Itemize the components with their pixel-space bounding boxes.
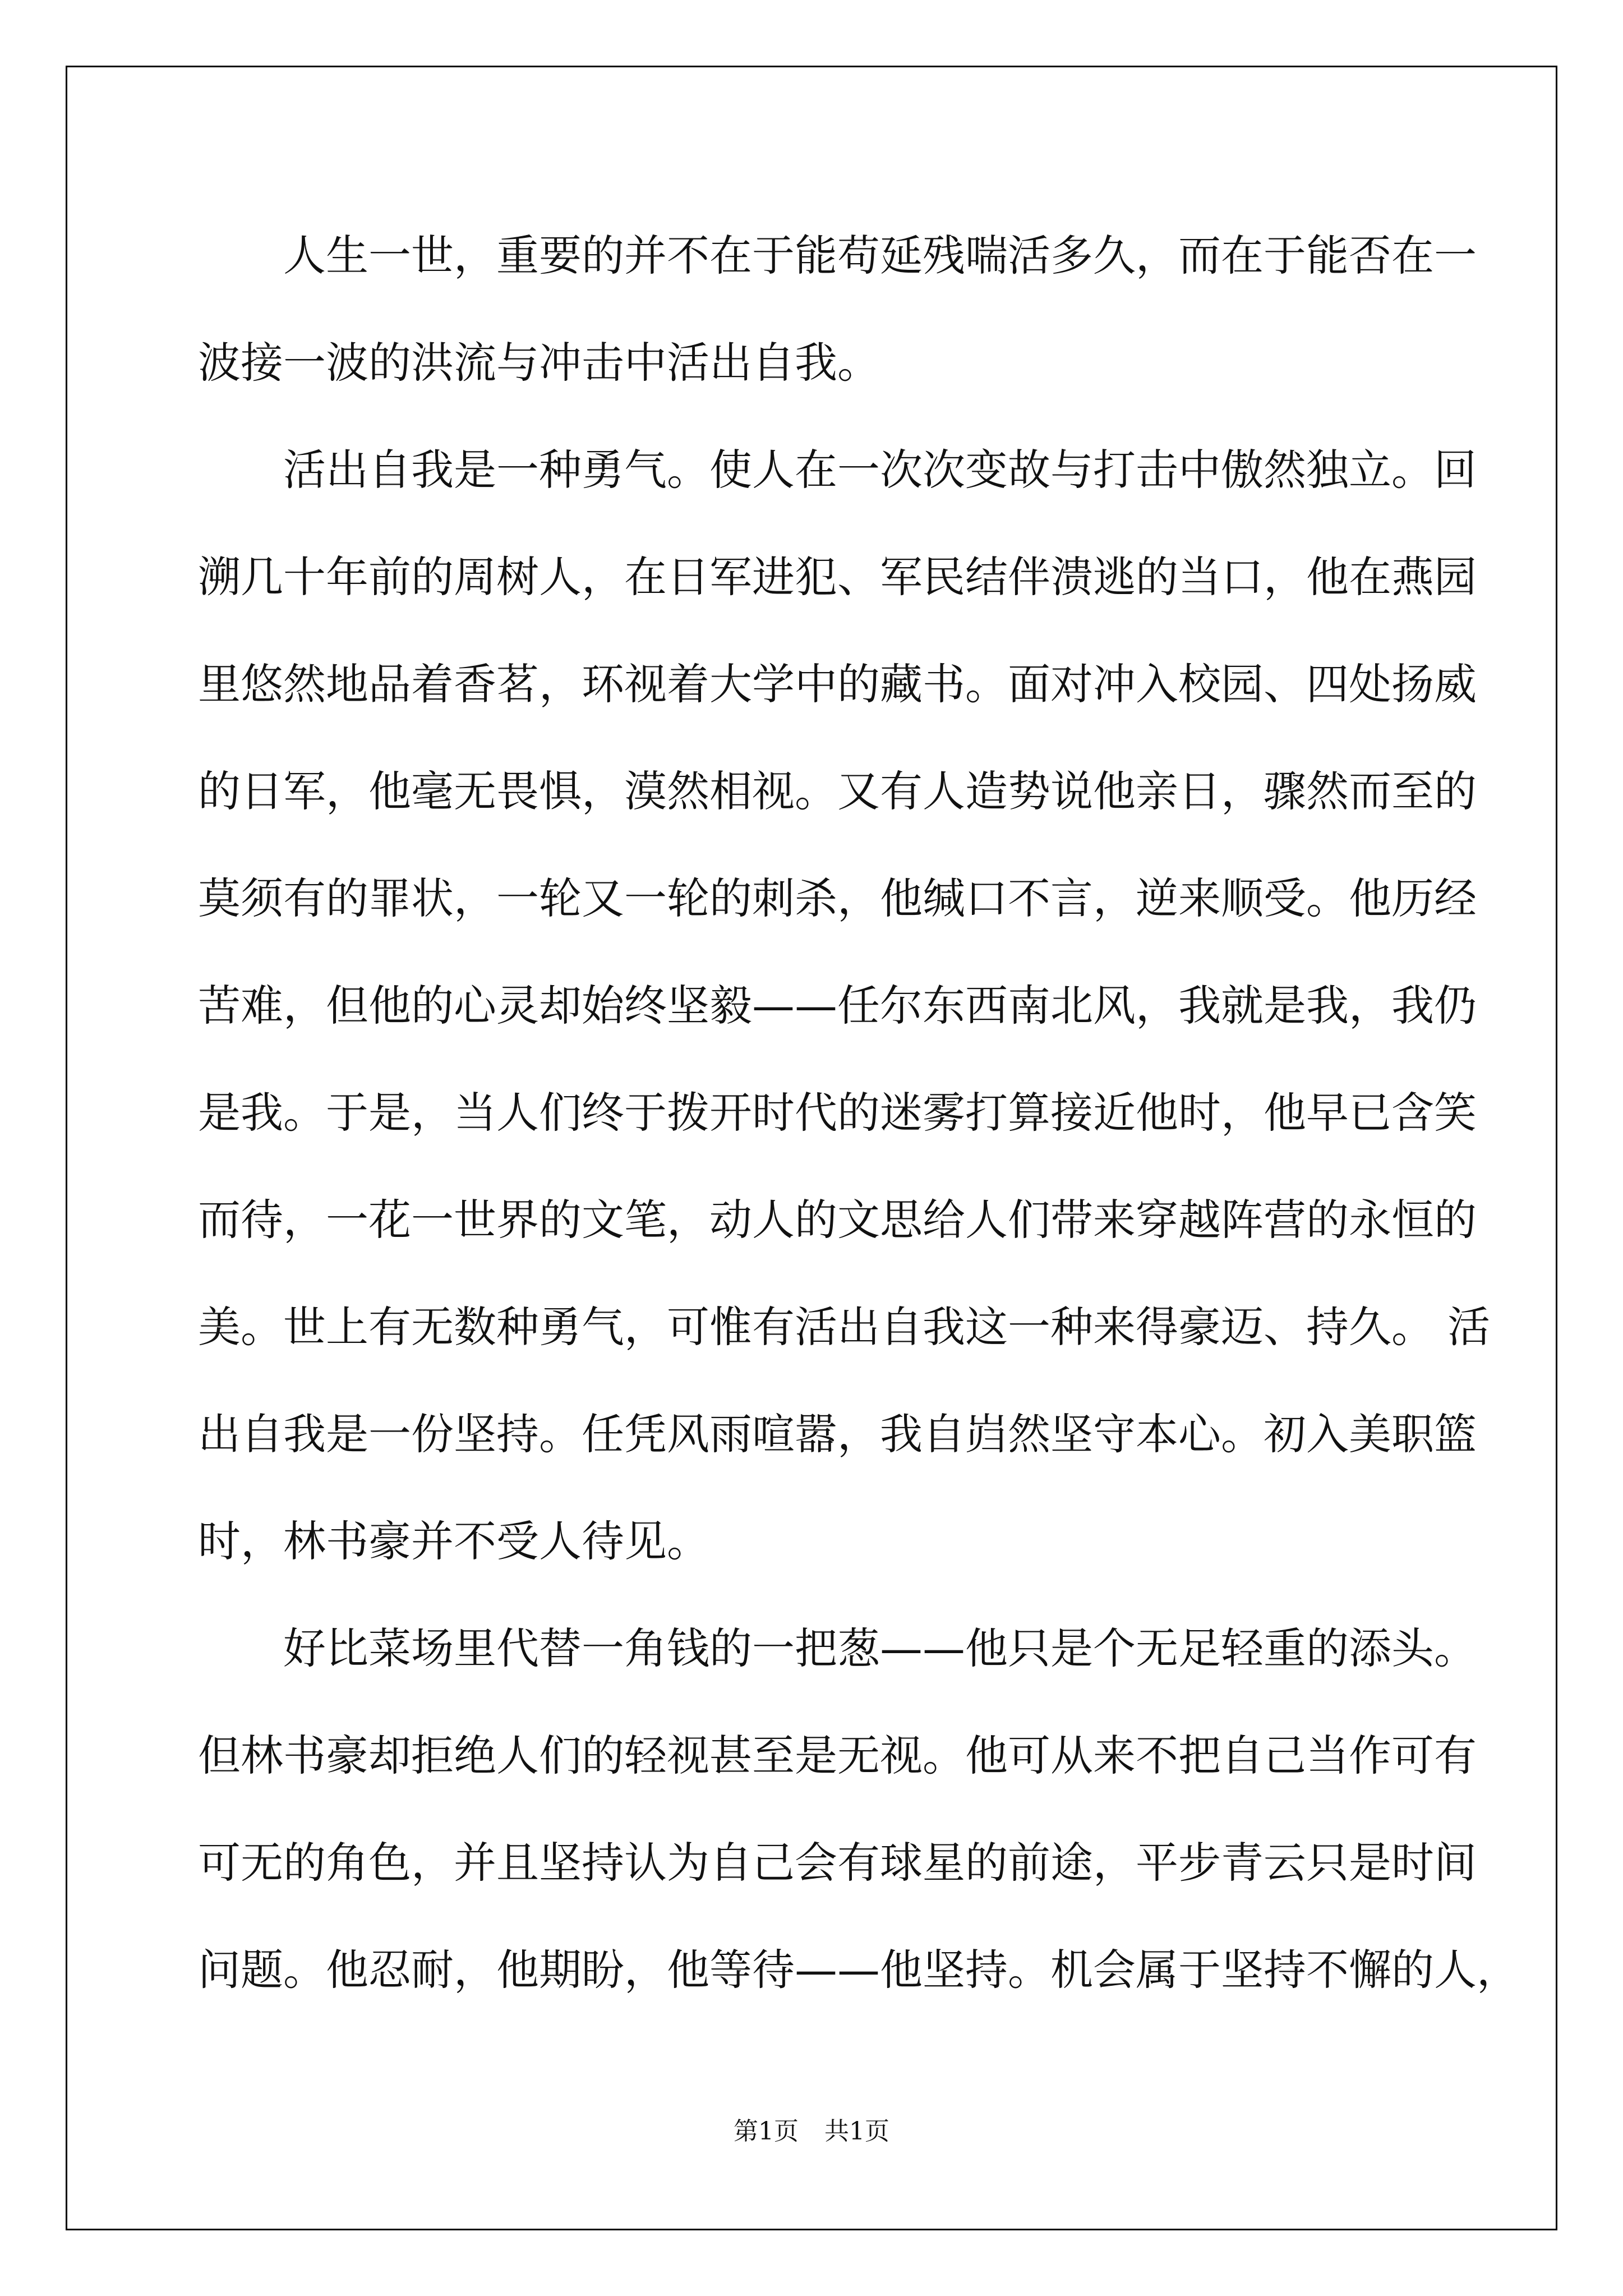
text-line: 人生一世，重要的并不在于能苟延残喘活多久，而在于能否在一 [198,231,1477,280]
paragraph-3 [198,1595,1519,2023]
text-line: 里悠然地品着香茗，环视着大学中的藏书。面对冲入校园、四处扬威 [198,659,1477,709]
text-line: 但林书豪却拒绝人们的轻视甚至是无视。他可从来不把自己当作可有 [198,1731,1477,1780]
text-line: 出自我是一份坚持。任凭风雨喧嚣，我自岿然坚守本心。初入美职篮 [198,1409,1477,1459]
page-number: 第1页 [734,2117,799,2146]
text-line: 美。世上有无数种勇气，可惟有活出自我这一种来得豪迈、持久。 活 [198,1302,1491,1352]
page-total: 共1页 [824,2117,889,2146]
text-line: 是我。于是，当人们终于拨开时代的迷雾打算接近他时，他早已含笑 [198,1088,1477,1138]
text-line: 苦难，但他的心灵却始终坚毅——任尔东西南北风，我就是我，我仍 [198,981,1477,1030]
text-line: 活出自我是一种勇气。使人在一次次变故与打击中傲然独立。回 [198,445,1477,495]
text-line: 而待，一花一世界的文笔，动人的文思给人们带来穿越阵营的永恒的 [198,1195,1477,1245]
document-body [198,202,1519,2023]
text-line: 好比菜场里代替一角钱的一把葱——他只是个无足轻重的添头。 [198,1623,1477,1673]
text-line: 莫须有的罪状，一轮又一轮的刺杀，他缄口不言，逆来顺受。他历经 [198,873,1477,923]
text-line: 波接一波的洪流与冲击中活出自我。 [198,338,880,388]
paragraph-1 [198,202,1477,416]
paragraph-2 [198,416,1491,1595]
page-footer [0,2115,1623,2148]
text-line: 的日军，他毫无畏惧，漠然相视。又有人造势说他亲日，骤然而至的 [198,766,1477,816]
text-line: 溯几十年前的周树人，在日军进犯、军民结伴溃逃的当口，他在燕园 [198,552,1477,602]
text-line: 问题。他忍耐，他期盼，他等待——他坚持。机会属于坚持不懈的人， [198,1945,1519,1995]
text-line: 可无的角色，并且坚持认为自己会有球星的前途，平步青云只是时间 [198,1838,1477,1888]
text-line: 时，林书豪并不受人待见。 [198,1516,709,1566]
